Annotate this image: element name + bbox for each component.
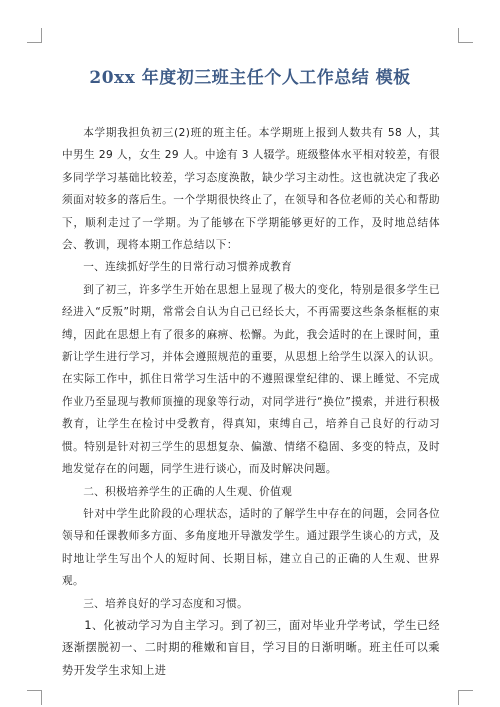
section-2-paragraph: 针对中学生此阶段的心理状态，适时的了解学生中存在的问题，会同各位领导和任课教师多方面、多角度地开导激发学生。通过跟学生谈心的方式，及时地让学生写出个人的短时间、长期目标，建立自己的正确的人生观、世界观。 xyxy=(62,507,440,588)
page-corner-mark-bottom-left xyxy=(27,690,42,705)
document-body xyxy=(62,122,440,682)
section-1-paragraph: 到了初三，许多学生开始在思想上显现了极大的变化，特别是很多学生已经进入“反叛”时期，常常会自认为自己已经长大，不再需要这些条条框框的束缚，因此在思想上有了很多的麻痹、松懈。为此，我会适时的在上课时间，重新让学生进行学习，并体会遵照规范的重要，从思想上给学生以深入的认识。在实际工作中，抓住日常学习生活中的不遵照课堂纪律的、课上睡觉、不完成作业乃至显现与教师顶撞的现象等行动，对同学进行“换位”摸索，并进行积极教育，让学生在检讨中受教育，得真知，束缚自己，培养自己良好的行动习惯。特别是针对初三学生的思想复杂、偏激、情绪不稳固、多变的特点，及时地发觉存在的问题，同学生进行谈心，而及时解决问题。 xyxy=(62,283,440,476)
page-corner-mark-bottom-right xyxy=(458,690,473,705)
document-title: 20xx 年度初三班主任个人工作总结 模板 xyxy=(89,68,411,88)
intro-paragraph: 本学期我担负初三(2)班的班主任。本学期班上报到人数共有 58 人，其中男生 29 人，女生 29 人。中途有 3 人辍学。班级整体水平相对较差，有很多同学学习基础比较差，学习态度涣散，缺少学习主动性。这也就决定了我必须面对较多的落后生。一个学期很快终止了，在领导和各位老师的关心和帮助下，顺利走过了一学期。为了能够在下学期能够更好的工作，及时地总结体会、教训，现将本期工作总结以下： xyxy=(62,127,440,252)
page-corner-mark-top-left xyxy=(27,28,42,43)
section-heading-3: 三、培养良好的学习态度和习惯。 xyxy=(83,597,249,610)
section-heading-1: 一、连续抓好学生的日常行动习惯养成教育 xyxy=(83,261,293,274)
section-heading-2: 二、积极培养学生的正确的人生观、价值观 xyxy=(83,485,293,498)
section-3-point-1: 1、化被动学习为自主学习。到了初三，面对毕业升学考试，学生已经逐渐摆脱初一、二时期的稚嫩和盲目，学习目的日渐明晰。班主任可以乘势开发学生求知上进 xyxy=(62,618,440,677)
page-corner-mark-top-right xyxy=(458,28,473,43)
